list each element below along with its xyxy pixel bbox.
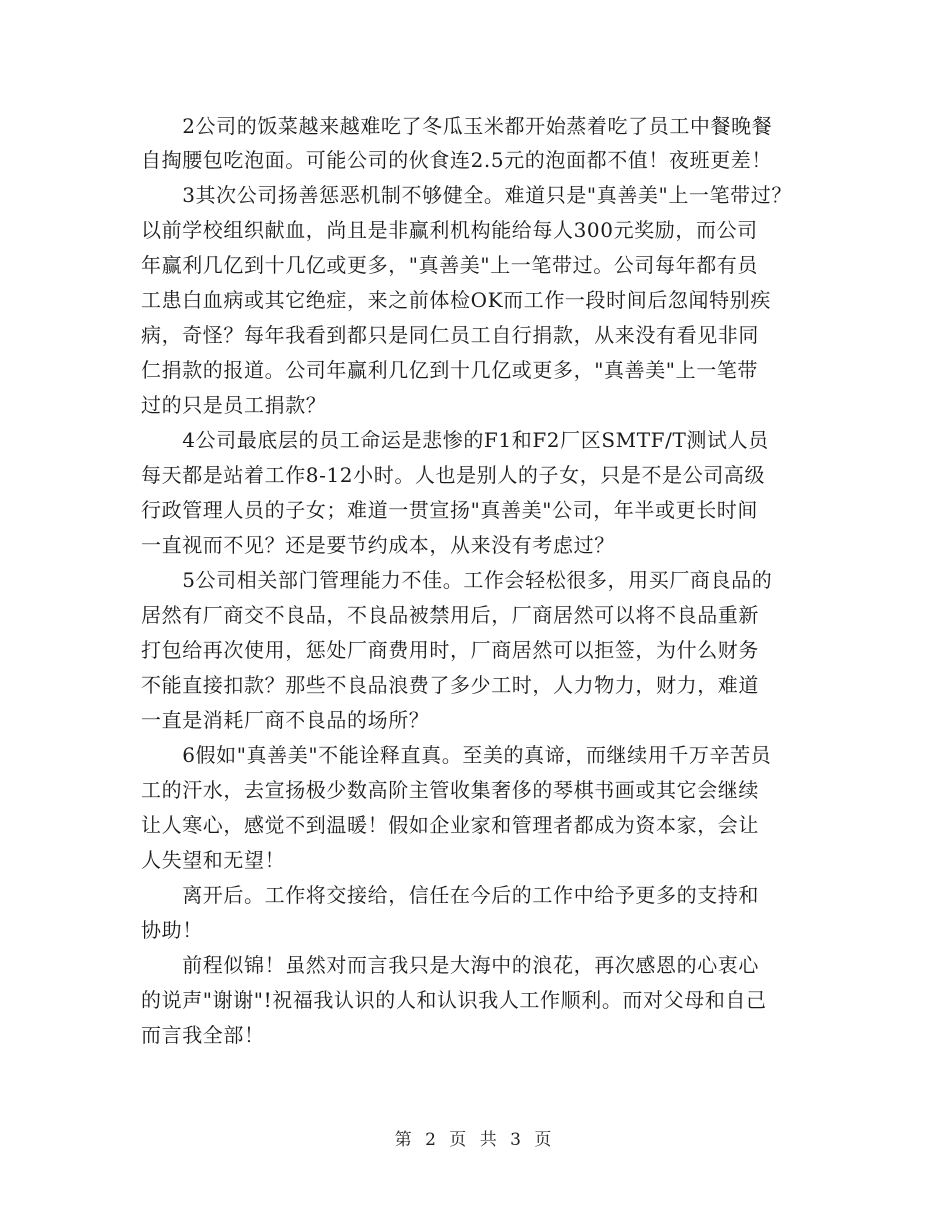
body-text-line: 2公司的饭菜越来越难吃了冬瓜玉米都开始蒸着吃了员工中餐晚餐 [141,114,773,138]
body-text-line: 5公司相关部门管理能力不佳。工作会轻松很多，用买厂商良品的 [141,568,773,592]
body-text-line: 每天都是站着工作8-12小时。人也是别人的子女，只是不是公司高级 [141,463,766,487]
body-text-line: 年赢利几亿到十几亿或更多，"真善美"上一笔带过。公司每年都有员 [141,253,758,277]
body-text-line: 工患白血病或其它绝症，来之前体检OK而工作一段时间后忽闻特别疾 [141,288,771,312]
body-text-line: 前程似锦！虽然对而言我只是大海中的浪花，再次感恩的心衷心 [141,953,759,977]
body-text-line: 过的只是员工捐款？ [141,393,327,417]
body-text-line: 自掏腰包吃泡面。可能公司的伙食连2.5元的泡面都不值！夜班更差！ [141,148,773,172]
body-text-line: 病，奇怪？每年我看到都只是同仁员工自行捐款，从来没有看见非同 [141,323,759,347]
body-text-line: 不能直接扣款？那些不良品浪费了多少工时，人力物力，财力，难道 [141,673,759,697]
body-text-line: 以前学校组织献血，尚且是非赢利机构能给每人300元奖励，而公司 [141,218,758,242]
body-text-line: 的说声"谢谢"!祝福我认识的人和认识我人工作顺利。而对父母和自己 [141,988,767,1012]
body-text-line: 行政管理人员的子女；难道一贯宣扬"真善美"公司，年半或更长时间 [141,498,758,522]
body-text-line: 打包给再次使用，惩处厂商费用时，厂商居然可以拒签，为什么财务 [141,638,759,662]
body-text-line: 而言我全部！ [141,1023,265,1047]
body-text-line: 离开后。工作将交接给，信任在今后的工作中给予更多的支持和 [141,883,759,907]
body-text-line: 居然有厂商交不良品，不良品被禁用后，厂商居然可以将不良品重新 [141,603,759,627]
body-text-line: 让人寒心，感觉不到温暖！假如企业家和管理者都成为资本家，会让 [141,813,759,837]
body-text-line: 协助！ [141,918,203,942]
body-text-line: 一直视而不见？还是要节约成本，从来没有考虑过？ [141,533,615,557]
body-text-line: 仁捐款的报道。公司年赢利几亿到十几亿或更多，"真善美"上一笔带 [141,358,758,382]
body-text-line: 3其次公司扬善惩恶机制不够健全。难道只是"真善美"上一笔带过？ [141,183,792,207]
body-text-line: 一直是消耗厂商不良品的场所？ [141,708,430,732]
body-text-line: 人失望和无望！ [141,848,286,872]
body-text-line: 6假如"真善美"不能诠释直真。至美的真谛，而继续用千万辛苦员 [141,743,772,767]
body-text-line: 4公司最底层的员工命运是悲惨的F1和F2厂区SMTF/T测试人员 [141,428,769,452]
body-text-line: 工的汗水，去宣扬极少数高阶主管收集奢侈的琴棋书画或其它会继续 [141,778,759,802]
page-number-footer: 第 2 页 共 3 页 [394,1130,556,1150]
